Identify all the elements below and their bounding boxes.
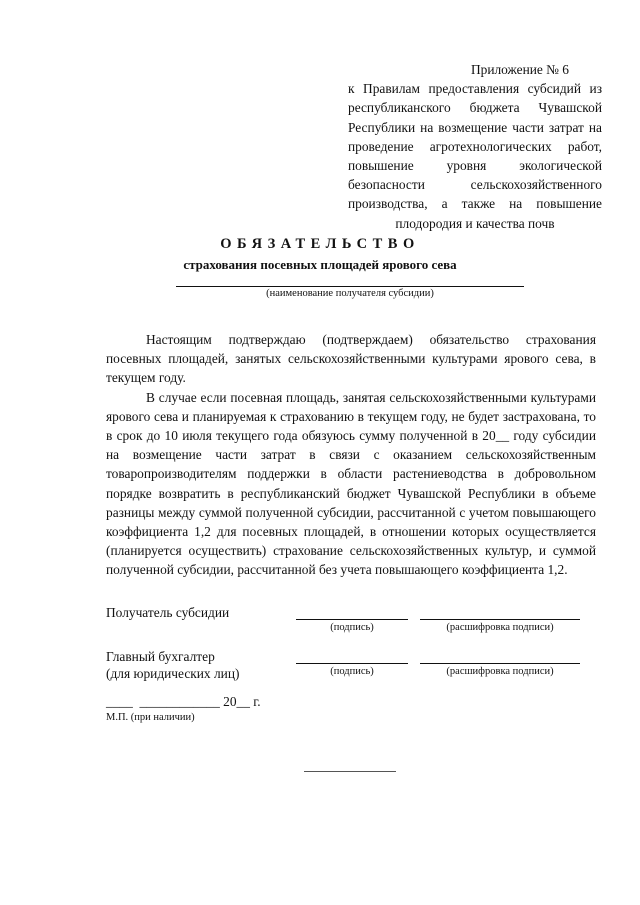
recipient-decoding-caption: (расшифровка подписи) (446, 622, 554, 633)
accountant-signature-line (296, 663, 408, 664)
appendix-header (348, 60, 602, 233)
accountant-decoding-line (420, 663, 580, 664)
accountant-signature-caption: (подпись) (330, 666, 374, 677)
appendix-text: к Правилам предоставления субсидий из республиканского бюджета Чувашской Республики на возмещение части затрат на проведение агротехнологических работ, повышение уровня экологической безопасности сельскохозяйственного производства, а также на повышение плодородия и качества почв (348, 81, 602, 231)
recipient-name-line (176, 286, 524, 287)
seal-note: М.П. (при наличии) (106, 712, 195, 723)
bottom-divider (304, 771, 396, 772)
body-paragraph-2: В случае если посевная площадь, занятая сельскохозяйственными культурами ярового сева и планируемая к страхованию в текущем году, не будет застрахована, то в срок до 10 июля текущего года обязуюсь сумму полученной в 20__ году субсидии на возмещение части затрат в связи с оказанием сельскохозяйственным товаропроизводителям поддержки в области растениеводства в добровольном порядке возвратить в республиканский бюджет Чувашской Республики в объеме разницы между суммой полученной субсидии, рассчитанной с учетом повышающего коэффициента 1,2 для посевных площадей, в отношении которых осуществляется (планируется осуществить) страхование сельскохозяйственных культур, и суммой полученной субсидии, рассчитанной без учета повышающего коэффициента 1,2. (106, 389, 596, 578)
recipient-name-caption: (наименование получателя субсидии) (266, 288, 434, 299)
accountant-label-line2: (для юридических лиц) (106, 666, 240, 681)
body-paragraph-1: Настоящим подтверждаю (подтверждаем) обязательство страхования посевных площадей, занятых сельскохозяйственными культурами ярового сева, в текущем году. (106, 332, 596, 386)
recipient-signature-caption: (подпись) (330, 622, 374, 633)
recipient-signature-line (296, 619, 408, 620)
document-title: ОБЯЗАТЕЛЬСТВО (220, 236, 420, 252)
obligation-body (106, 330, 596, 580)
appendix-title: Приложение № 6 (470, 62, 570, 77)
document-subtitle: страхования посевных площадей ярового сева (183, 257, 457, 272)
accountant-decoding-caption: (расшифровка подписи) (446, 666, 554, 677)
recipient-decoding-line (420, 619, 580, 620)
date-line: ____ ____________ 20__ г. (106, 694, 261, 709)
accountant-label-line1: Главный бухгалтер (106, 649, 215, 664)
recipient-signature-label: Получатель субсидии (106, 605, 230, 620)
